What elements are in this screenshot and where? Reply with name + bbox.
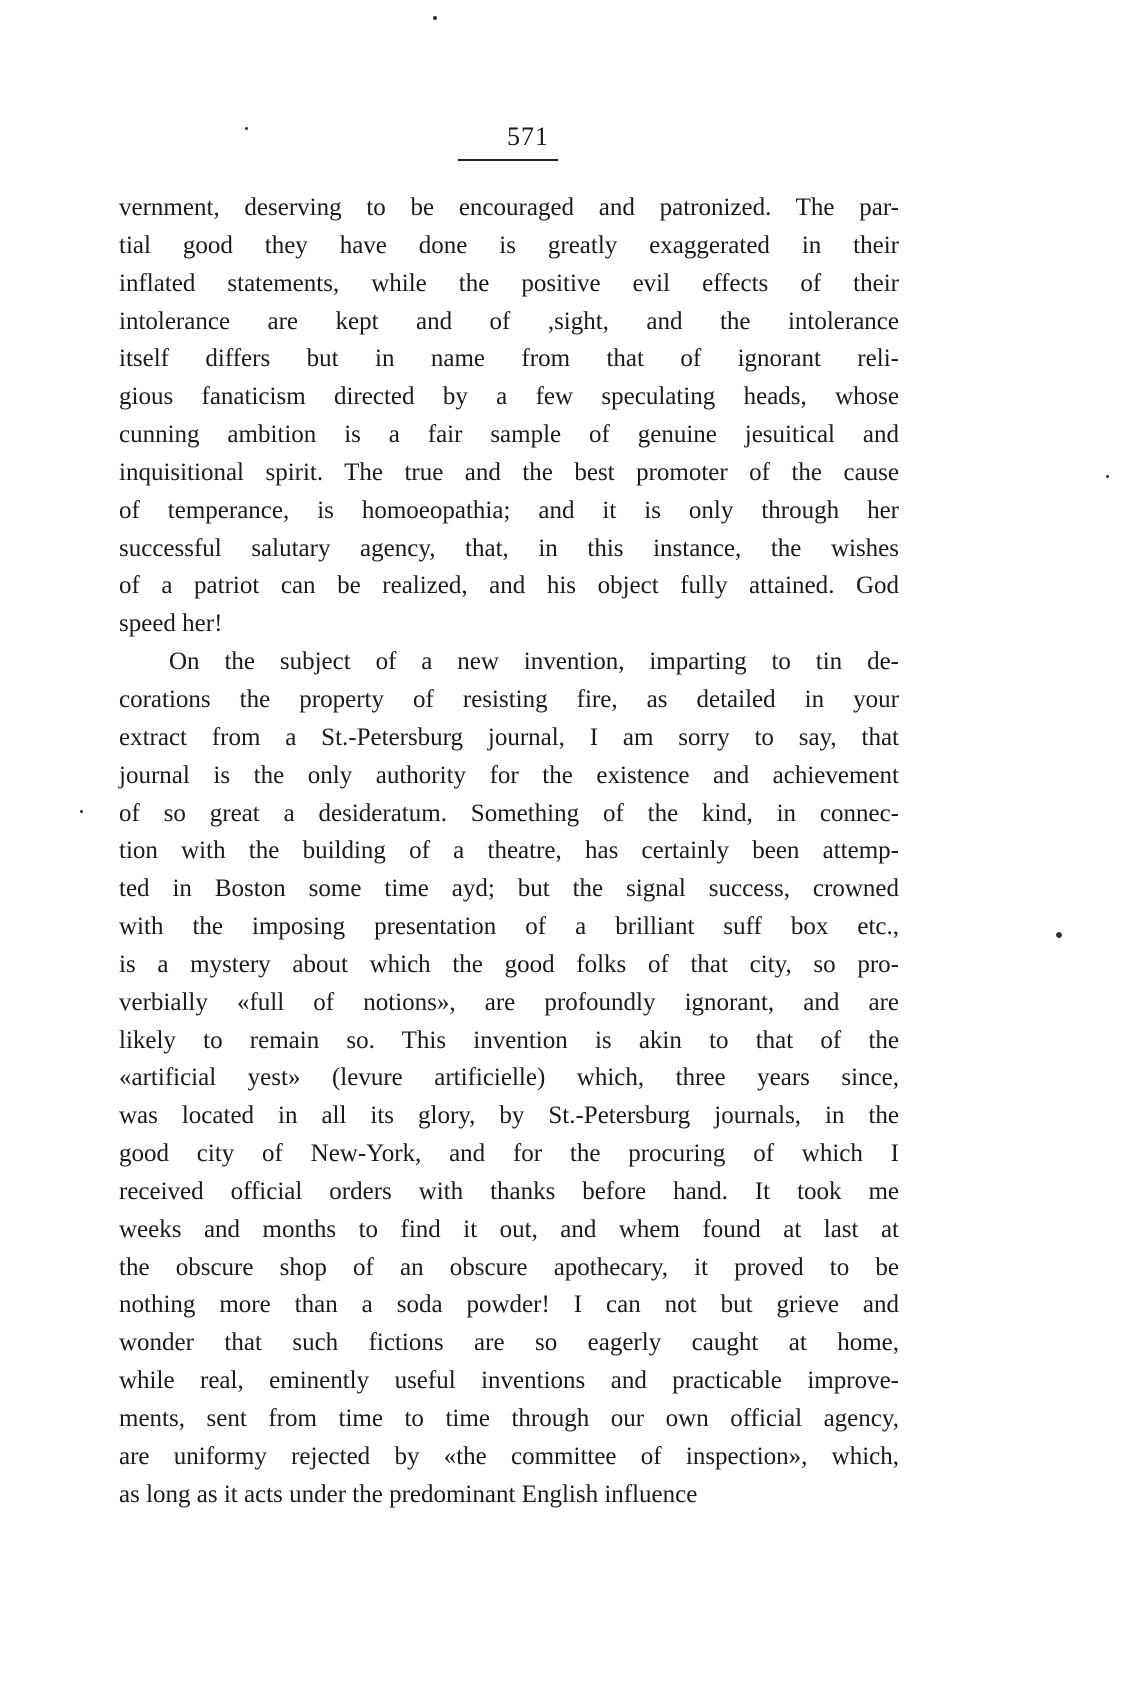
text-line: of a patriot can be realized, and his object fully attained. God: [119, 572, 899, 600]
scan-speck: [1106, 475, 1109, 478]
text-line: gious fanaticism directed by a few speculating heads, whose: [119, 383, 899, 411]
text-line: wonder that such fictions are so eagerly caught at home,: [119, 1329, 899, 1357]
text-line: likely to remain so. This invention is akin to that of the: [119, 1026, 899, 1054]
paragraph: [119, 189, 899, 643]
scan-speck: [1056, 932, 1062, 938]
text-line: tial good they have done is greatly exaggerated in their: [119, 231, 899, 259]
text-line: «artificial yest» (levure artificielle) which, three years since,: [119, 1064, 899, 1092]
text-line: On the subject of a new invention, imparting to tin de-: [169, 648, 899, 676]
text-line: successful salutary agency, that, in this instance, the wishes: [119, 534, 899, 562]
text-line: was located in all its glory, by St.-Petersburg journals, in the: [119, 1102, 899, 1130]
text-line: itself differs but in name from that of ignorant reli-: [119, 345, 899, 373]
text-line: speed her!: [119, 610, 223, 638]
text-line: as long as it acts under the predominant English influence: [119, 1480, 698, 1508]
text-line: of so great a desideratum. Something of the kind, in connec-: [119, 799, 899, 827]
text-line: ments, sent from time to time through our own official agency,: [119, 1405, 899, 1432]
text-line: with the imposing presentation of a brilliant suff box etc.,: [119, 913, 899, 941]
text-line: inquisitional spirit. The true and the best promoter of the cause: [119, 458, 899, 486]
text-line: ted in Boston some time ayd; but the signal success, crowned: [119, 875, 899, 903]
text-line: nothing more than a soda powder! I can not but grieve and: [119, 1291, 899, 1319]
text-line: tion with the building of a theatre, has certainly been attemp-: [119, 837, 899, 865]
text-line: vernment, deserving to be encouraged and patronized. The par-: [119, 194, 899, 221]
text-line: journal is the only authority for the existence and achievement: [119, 761, 899, 789]
text-line: corations the property of resisting fire, as detailed in your: [119, 685, 899, 713]
text-line: cunning ambition is a fair sample of genuine jesuitical and: [119, 421, 899, 449]
text-line: is a mystery about which the good folks of that city, so pro-: [119, 950, 899, 978]
scan-speck: [245, 127, 248, 130]
text-line: while real, eminently useful inventions and practicable improve-: [119, 1367, 899, 1395]
text-line: are uniformy rejected by «the committee of inspection», which,: [119, 1442, 899, 1470]
text-line: weeks and months to find it out, and whem found at last at: [119, 1215, 899, 1243]
text-line: good city of New-York, and for the procuring of which I: [119, 1140, 899, 1168]
text-line: intolerance are kept and of ,sight, and the intolerance: [119, 307, 899, 335]
text-line: received official orders with thanks before hand. It took me: [119, 1177, 899, 1205]
body-text: [119, 189, 899, 1514]
text-line: verbially «full of notions», are profoundly ignorant, and are: [119, 988, 899, 1016]
scan-speck: [433, 16, 437, 20]
text-line: of temperance, is homoeopathia; and it is only through her: [119, 496, 899, 524]
text-line: the obscure shop of an obscure apothecary, it proved to be: [119, 1253, 899, 1281]
page-number-rule: [458, 159, 558, 161]
text-line: extract from a St.-Petersburg journal, I am sorry to say, that: [119, 723, 899, 751]
page-number: 571: [507, 122, 549, 151]
scan-speck: [80, 810, 83, 813]
paragraph: [119, 643, 899, 1513]
text-line: inflated statements, while the positive evil effects of their: [119, 269, 899, 297]
